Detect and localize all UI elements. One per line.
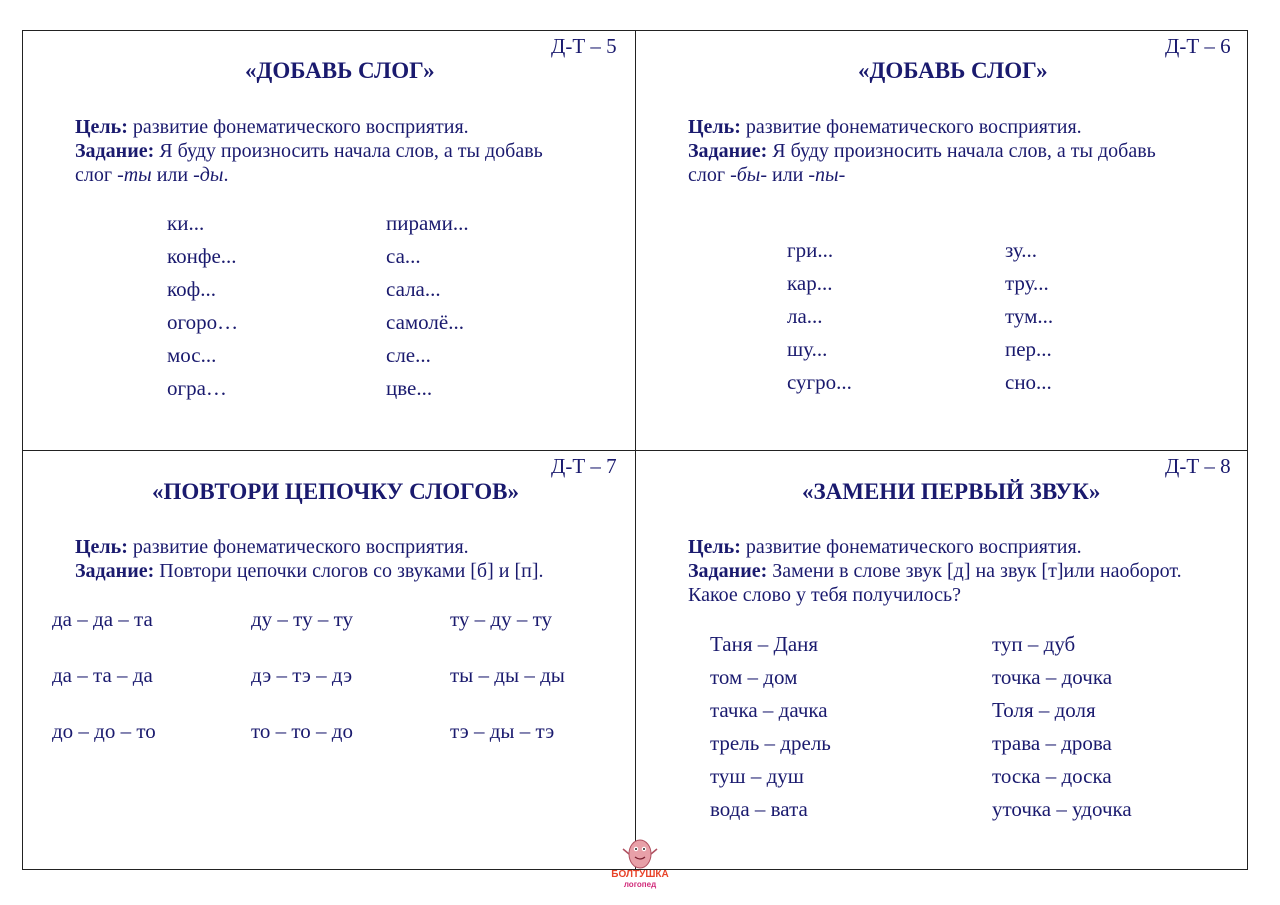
word-item: зу... xyxy=(1005,238,1038,262)
task-text: Повтори цепочки слогов со звуками [б] и [п]. xyxy=(154,560,544,582)
word-item: точка – дочка xyxy=(992,665,1113,689)
word-item: сала... xyxy=(386,277,441,301)
card-title: «ДОБАВЬ СЛОГ» xyxy=(858,58,1048,83)
word-item: тэ – ды – тэ xyxy=(450,719,555,743)
card-description xyxy=(75,535,620,583)
word-item: самолё... xyxy=(386,310,464,334)
word-item: пер... xyxy=(1005,337,1052,361)
syllable-2: -пы- xyxy=(808,164,846,186)
syllable-2: -ды xyxy=(193,164,224,186)
goal-text: развитие фонематического восприятия. xyxy=(740,536,1082,558)
word-item: туп – дуб xyxy=(992,632,1076,656)
word-item: тру... xyxy=(1005,271,1049,295)
word-item: то – то – до xyxy=(251,719,353,743)
word-item: трава – дрова xyxy=(992,731,1112,755)
word-item: сно... xyxy=(1005,370,1052,394)
word-item: пирами... xyxy=(386,211,469,235)
card-description xyxy=(688,115,1233,187)
card-title: «ПОВТОРИ ЦЕПОЧКУ СЛОГОВ» xyxy=(152,479,519,504)
task-text-2: Какое слово у тебя получилось? xyxy=(688,584,961,606)
task-text-2: слог xyxy=(688,164,731,186)
word-item: цве... xyxy=(386,376,433,400)
word-item: ла... xyxy=(787,304,823,328)
word-item: Таня – Даня xyxy=(710,632,819,656)
word-item: сугро... xyxy=(787,370,852,394)
card-description xyxy=(688,535,1243,607)
card-code: Д-Т – 6 xyxy=(1165,34,1231,58)
word-item: гри... xyxy=(787,238,834,262)
syllable-1: -бы- xyxy=(730,164,767,186)
word-item: сле... xyxy=(386,343,431,367)
card-description xyxy=(75,115,615,187)
word-item: том – дом xyxy=(710,665,798,689)
logo-line-2: логопед xyxy=(623,880,657,889)
task-mid: или xyxy=(767,164,809,186)
horizontal-divider xyxy=(22,450,1248,451)
goal-label: Цель: xyxy=(688,536,741,558)
word-item: вода – вата xyxy=(710,797,808,821)
syllable-1: -ты xyxy=(117,164,152,186)
logo-line-1: БОЛТУШКА xyxy=(611,869,669,880)
word-item: ту – ду – ту xyxy=(450,607,552,631)
word-item: конфе... xyxy=(167,244,237,268)
word-item: тачка – дачка xyxy=(710,698,828,722)
card-code: Д-Т – 8 xyxy=(1165,454,1231,478)
task-label: Задание: xyxy=(75,140,155,162)
goal-text: развитие фонематического восприятия. xyxy=(740,116,1082,138)
word-item: туш – душ xyxy=(710,764,804,788)
goal-text: развитие фонематического восприятия. xyxy=(127,116,469,138)
word-item: шу... xyxy=(787,337,828,361)
task-text: Я буду произносить начала слов, а ты добавь xyxy=(767,140,1156,162)
word-item: кар... xyxy=(787,271,833,295)
word-item: трель – дрель xyxy=(710,731,831,755)
card-code: Д-Т – 5 xyxy=(551,34,617,58)
word-item: коф... xyxy=(167,277,216,301)
word-item: Толя – доля xyxy=(992,698,1096,722)
word-item: уточка – удочка xyxy=(992,797,1132,821)
task-text: Я буду произносить начала слов, а ты добавь xyxy=(154,140,543,162)
task-label: Задание: xyxy=(75,560,155,582)
word-item: са... xyxy=(386,244,421,268)
task-label: Задание: xyxy=(688,140,768,162)
goal-text: развитие фонематического восприятия. xyxy=(127,536,469,558)
word-item: ду – ту – ту xyxy=(251,607,353,631)
word-item: ки... xyxy=(167,211,205,235)
goal-label: Цель: xyxy=(75,536,128,558)
word-item: мос... xyxy=(167,343,217,367)
word-item: тум... xyxy=(1005,304,1054,328)
card-title: «ДОБАВЬ СЛОГ» xyxy=(245,58,435,83)
task-text-2: слог xyxy=(75,164,118,186)
word-item: огоро… xyxy=(167,310,239,334)
task-mid: или xyxy=(151,164,194,186)
word-item: ты – ды – ды xyxy=(450,663,565,687)
card-code: Д-Т – 7 xyxy=(551,454,617,478)
mascot-icon xyxy=(604,832,676,890)
task-text: Замени в слове звук [д] на звук [т]или наоборот. xyxy=(767,560,1182,582)
word-item: да – да – та xyxy=(52,607,153,631)
word-item: дэ – тэ – дэ xyxy=(251,663,353,687)
goal-label: Цель: xyxy=(75,116,128,138)
card-title: «ЗАМЕНИ ПЕРВЫЙ ЗВУК» xyxy=(802,479,1101,504)
task-end: . xyxy=(223,164,229,186)
goal-label: Цель: xyxy=(688,116,741,138)
task-label: Задание: xyxy=(688,560,768,582)
word-item: да – та – да xyxy=(52,663,153,687)
word-item: огра… xyxy=(167,376,227,400)
word-item: до – до – то xyxy=(52,719,156,743)
word-item: тоска – доска xyxy=(992,764,1112,788)
boltushka-logo xyxy=(604,832,676,890)
